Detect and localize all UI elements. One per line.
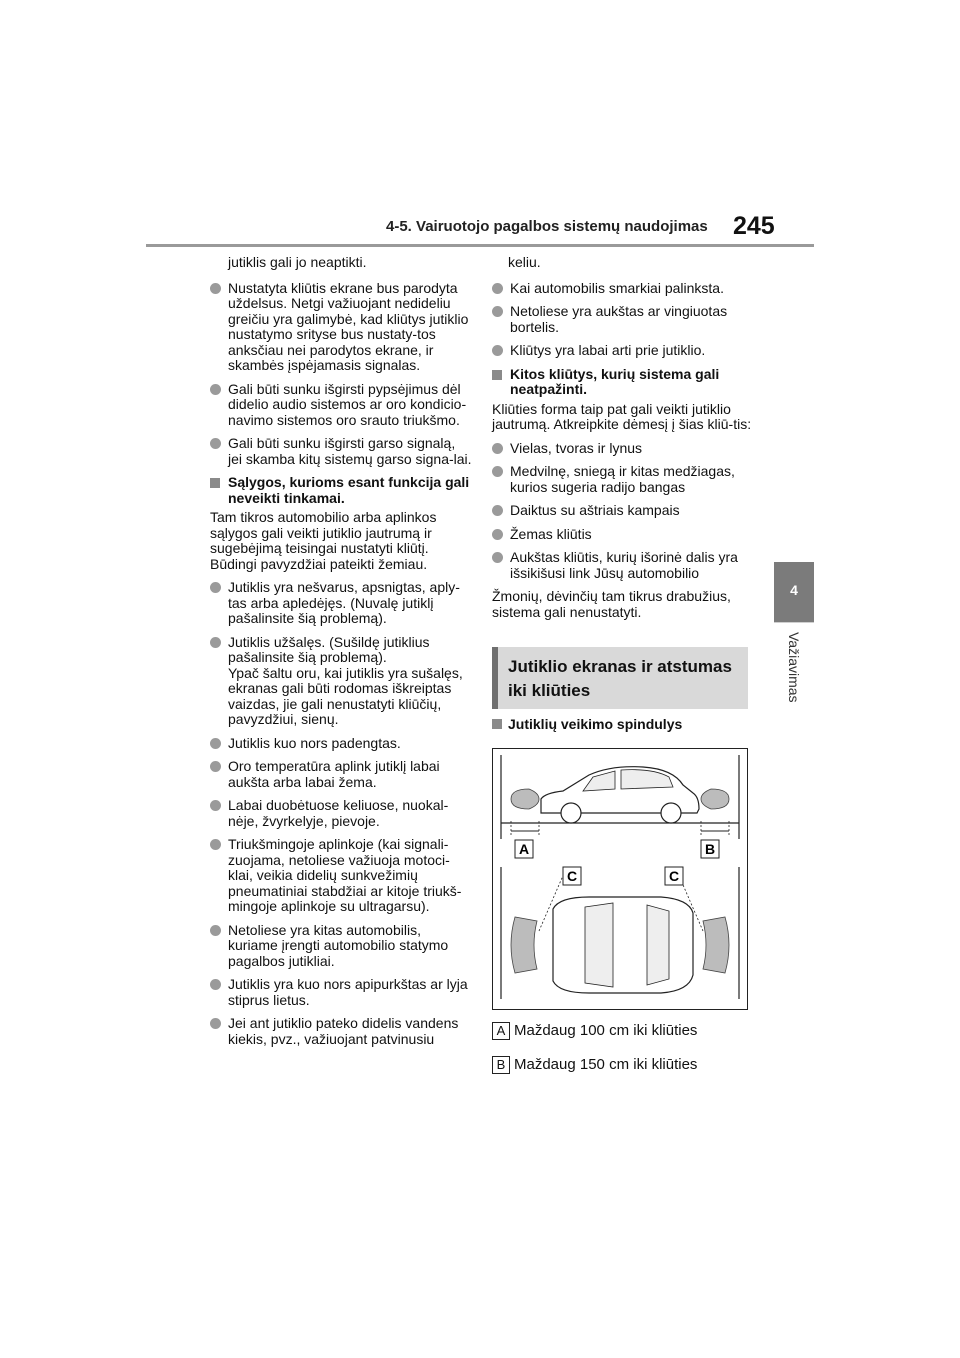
sensor-diagram-svg: [493, 749, 747, 1009]
bullet-text: Nustatyta kliūtis ekrane bus parodyta uždelsus. Netgi važiuojant nedideliu greičiu yra galimybė, kad kliūtys jutiklio nustatymo srityse bus nustaty-tos anksčiau nei parodytos ekrane, ir skambės įspėjamasis signalas.: [228, 279, 469, 373]
bullet-text: Netoliese yra kitas automobilis, kuriame įrengti automobilio statymo pagalbos jutikliai.: [228, 921, 449, 969]
bullet-dot-icon: [210, 979, 221, 990]
bullet-dot-icon: [210, 1018, 221, 1029]
car-top-windshield: [585, 903, 613, 987]
square-bullet-icon: [210, 478, 220, 488]
bullet-list: [210, 580, 472, 1047]
sub-heading: [492, 716, 682, 732]
sensor-wave-rear-top: [703, 917, 729, 973]
car-top-body: [553, 897, 693, 993]
sensor-wave-front: [511, 789, 539, 809]
bullet-item: [210, 382, 472, 429]
legend-text: Maždaug 100 cm iki kliūties: [514, 1022, 698, 1039]
bullet-dot-icon: [492, 466, 503, 477]
section-title: 4-5. Vairuotojo pagalbos sistemų naudojimas: [386, 218, 708, 235]
chapter-tab-divider: [774, 622, 814, 623]
bullet-item: [210, 635, 472, 728]
paragraph: Kliūties forma taip pat gali veikti jutiklio jautrumą. Atkreipkite dėmesį į šias kliū-tis:: [492, 400, 752, 432]
chapter-number: 4: [790, 582, 798, 598]
bullet-text: Medvilnę, sniegą ir kitas medžiagas, kurios sugeria radijo bangas: [510, 463, 735, 495]
bullet-text: Žemas kliūtis: [510, 525, 592, 542]
bullet-list: [492, 441, 760, 582]
square-bullet-icon: [492, 370, 502, 380]
bullet-list: [492, 281, 760, 359]
car-wheel-front: [561, 803, 581, 823]
bullet-text: Vielas, tvoras ir lynus: [510, 439, 643, 456]
bullet-dot-icon: [210, 384, 221, 395]
bullet-text: Jutiklis yra kuo nors apipurkštas ar lyja stiprus lietus.: [228, 976, 468, 1008]
heading-text: Kitos kliūtys, kurių sistema gali neatpažinti.: [510, 365, 720, 397]
bullet-item: [492, 550, 760, 581]
bullet-item: [492, 343, 760, 359]
page-number: 245: [733, 212, 775, 240]
left-column: [210, 255, 472, 1055]
label-b: B: [704, 841, 716, 857]
bullet-list: [210, 281, 472, 468]
bullet-dot-icon: [210, 738, 221, 749]
bullet-text: Kliūtys yra labai arti prie jutiklio.: [510, 342, 706, 358]
car-wheel-rear: [661, 803, 681, 823]
right-column: [492, 255, 760, 628]
sub-heading-text: Jutiklių veikimo spindulys: [508, 716, 683, 732]
closing-paragraph: Žmonių, dėvinčių tam tikrus drabužius, sistema gali nenustatyti.: [492, 588, 731, 620]
bullet-item: [492, 304, 760, 335]
bullet-dot-icon: [210, 438, 221, 449]
bullet-item: [210, 281, 472, 374]
section-heading: [492, 367, 760, 398]
bullet-text: Jutiklis kuo nors padengtas.: [228, 734, 401, 751]
bullet-item: [210, 1016, 472, 1047]
bullet-dot-icon: [492, 283, 503, 294]
bullet-item: [210, 977, 472, 1008]
bullet-dot-icon: [492, 529, 503, 540]
legend-item-b: [492, 1056, 697, 1074]
bullet-item: [210, 436, 472, 467]
bullet-text: Daiktus su aštriais kampais: [510, 502, 680, 518]
bullet-text: Jei ant jutiklio pateko didelis vandens kiekis, pvz., važiuojant patvinusiu: [228, 1015, 459, 1047]
bullet-dot-icon: [492, 306, 503, 317]
bullet-item: [492, 503, 760, 519]
bullet-dot-icon: [492, 443, 503, 454]
bullet-dot-icon: [210, 925, 221, 936]
bullet-item: [492, 527, 760, 543]
bullet-item: [210, 736, 472, 752]
square-bullet-icon: [492, 719, 502, 729]
chapter-label: Važiavimas: [786, 632, 802, 703]
bullet-item: [210, 837, 472, 915]
bullet-item: [492, 441, 760, 457]
bullet-dot-icon: [210, 582, 221, 593]
chapter-tab[interactable]: [774, 562, 814, 622]
sensor-wave-front-top: [511, 917, 537, 973]
heading-text: Sąlygos, kurioms esant funkcija gali neveikti tinkamai.: [228, 474, 470, 506]
header-divider: [146, 244, 814, 247]
legend-text: Maždaug 150 cm iki kliūties: [514, 1056, 698, 1073]
paragraph: Tam tikros automobilio arba aplinkos sąlygos gali veikti jutiklio jautrumą ir sugebėjimą teisingai nustatyti kliūtį. Būdingi pavyzdžiai pateikti žemiau.: [210, 509, 437, 572]
sensor-range-diagram: [492, 748, 748, 1010]
legend-tag: A: [492, 1022, 510, 1040]
bullet-text: Aukštas kliūtis, kurių išorinė dalis yra išsikišusi link Jūsų automobilio: [510, 549, 738, 581]
bullet-text: Oro temperatūra aplink jutiklį labai aukšta arba labai žema.: [228, 758, 440, 790]
bullet-text: Labai duobėtuose keliuose, nuokal-nėje, žvyrkelyje, pievoje.: [228, 797, 449, 829]
sensor-wave-rear: [701, 789, 729, 809]
label-c1: C: [566, 868, 578, 884]
bullet-dot-icon: [492, 505, 503, 516]
bullet-text: Triukšmingoje aplinkoje (kai signali-zuojama, netoliese važiuoja motoci-klai, veikia didelių sunkvežimių pneumatiniai stabdžiai ar kitoje triukš-mingoje aplinkoje su ultragarsu).: [228, 836, 462, 914]
section-title-box: Jutiklio ekranas ir atstumas iki kliūties: [492, 647, 748, 709]
bullet-text: Netoliese yra aukštas ar vingiuotas bortelis.: [510, 303, 728, 335]
bullet-dot-icon: [210, 283, 221, 294]
bullet-item: [210, 798, 472, 829]
bullet-text: Kai automobilis smarkiai palinksta.: [510, 279, 724, 296]
label-c2: C: [668, 868, 680, 884]
bullet-dot-icon: [210, 839, 221, 850]
bullet-item: [210, 580, 472, 627]
bullet-dot-icon: [492, 345, 503, 356]
bullet-item: [210, 759, 472, 790]
bullet-text: Jutiklis yra nešvarus, apsnigtas, aply-tas arba apledėjęs. (Nuvalę jutiklį pašalinsite šią problemą).: [228, 579, 460, 626]
continued-text: jutiklis gali jo neaptikti.: [228, 254, 367, 270]
section-heading: [210, 475, 472, 506]
continued-text: keliu.: [508, 254, 541, 270]
bullet-item: [492, 464, 760, 495]
bullet-text: Gali būti sunku išgirsti pypsėjimus dėl didelio audio sistemos ar oro kondicio-navimo sistemos oro srauto triukšmo.: [228, 380, 467, 428]
bullet-text: Jutiklis užšalęs. (Sušildę jutiklius pašalinsite šią problemą). Ypač šaltu oru, kai jutiklis yra sušalęs, ekranas gali būti rodomas iškreiptas vaizdas, jie gali nenustatyti kliūčių, pavyzdžiui, sienų.: [228, 633, 463, 727]
legend-item-a: [492, 1022, 697, 1040]
bullet-dot-icon: [210, 761, 221, 772]
car-top-rear-window: [647, 905, 669, 985]
bullet-dot-icon: [492, 552, 503, 563]
bullet-dot-icon: [210, 800, 221, 811]
bullet-text: Gali būti sunku išgirsti garso signalą, jei skamba kitų sistemų garso signa-lai.: [228, 435, 472, 467]
bullet-item: [492, 281, 760, 297]
legend-tag: B: [492, 1056, 510, 1074]
bullet-dot-icon: [210, 637, 221, 648]
bullet-item: [210, 923, 472, 970]
label-a: A: [518, 841, 530, 857]
